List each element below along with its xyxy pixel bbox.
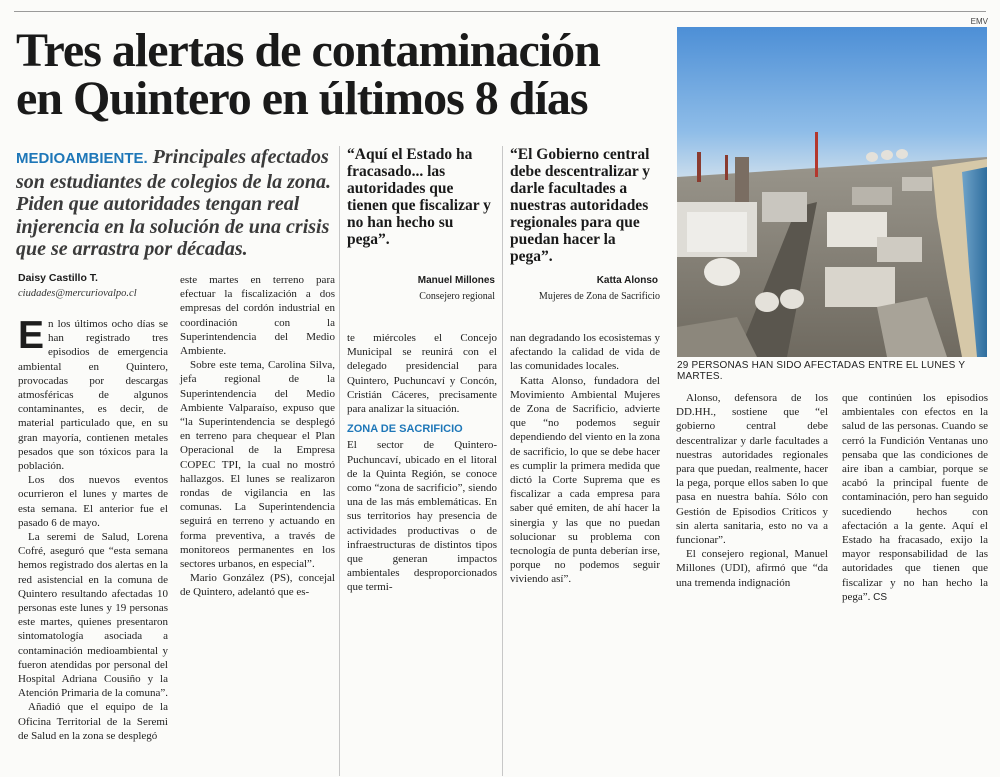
end-mark: CS	[873, 591, 888, 603]
body-paragraph: Mario González (PS), concejal de Quintero, adelantó que es-	[180, 572, 335, 599]
body-paragraph: El consejero regional, Manuel Millones (UDI), afirmó que “da una tremenda indignación	[676, 548, 828, 589]
pull-quote-2: “El Gobierno central debe descentralizar y darle facultades a nuestras autoridades regionales para que puedan hacer la pega”.	[510, 146, 651, 265]
byline	[18, 272, 168, 299]
body-column-3	[347, 331, 497, 595]
body-paragraph: Katta Alonso, fundadora del Movimiento Ambiental Mujeres de Zona de Sacrificio, advierte que “no podemos seguir dependiendo del viento en la zona de sacrificio, lo que se debe hacer es cumplir la primera medida que dictó la Corte Suprema que es fiscalizar a cada empresa para saber qué emiten, de ahí hacer la sinergia y las que no puedan solucionar su problema con tecnología de punta deberían irse, porque no podemos seguir viviendo así”.	[510, 374, 660, 586]
body-column-4	[510, 331, 660, 587]
body-column-5	[676, 391, 828, 590]
body-column-2	[180, 273, 335, 600]
body-paragraph: Los dos nuevos eventos ocurrieron el lunes y martes de esta semana. El anterior fue el pasado 6 de mayo.	[18, 474, 168, 529]
column-divider	[502, 146, 503, 776]
body-paragraph: Sobre este tema, Carolina Silva, jefa regional de la Superintendencia del Medio Ambiente Valparaíso, expuso que “la Superintendencia se desplegó en terreno para chequear el Plan Operacional de la Empresa COPEC TPI, la cual no mostró hallazgos. El lunes se realizaron rondas de vigilancia en las comunas. La Superintendencia seguirá en terreno y actuando en forma preventiva, a través de monitoreos permanentes en los sectores urbanos, en especial”.	[180, 359, 335, 571]
byline-email: ciudades@mercuriovalpo.cl	[18, 288, 137, 299]
body-paragraph: Añadió que el equipo de la Oficina Territorial de la Seremi de Salud en la zona se desplegó	[18, 701, 168, 742]
pull-quote-1: “Aquí el Estado ha fracasado... las autoridades que tienen que fiscalizar y no han hecho su pega”.	[347, 146, 491, 248]
headline-line-2: en Quintero en últimos 8 días	[16, 72, 588, 125]
photo-credit: EMV	[970, 17, 988, 26]
body-paragraph: te miércoles el Concejo Municipal se reunirá con el delegado presidencial para Quintero, Puchuncaví y Concón, Cristián Cáceres, precisamente para analizar la situación.	[347, 332, 497, 416]
pull-quote-1-name: Manuel Millones	[417, 275, 495, 286]
drop-cap: E	[18, 314, 45, 357]
body-column-1	[18, 314, 168, 743]
top-rule	[14, 11, 986, 12]
pull-quote-2-name: Katta Alonso	[596, 275, 658, 286]
body-paragraph: En los últimos ocho días se han registrado tres episodios de emergencia ambiental en Quintero, provocadas por descargas atmosféricas de algunos contaminantes, es decir, de material particulado que, en su gran mayoría, contienen metales pesados que son tóxicos para la población.	[18, 314, 168, 473]
headline	[16, 24, 666, 125]
body-paragraph: que continúen los episodios ambientales con efectos en la salud de las personas. Cuando se cerró la Fundición Ventanas uno pensaba que las condiciones de aire iban a cambiar, porque se acabó la principal fuente de contaminación, pero han seguido sucediendo hechos con afectación a la gente. Aquí el Estado ha fracasado, exijo la mayor responsabilidad de las autoridades que tienen que fiscalizar y no han hecho la pega”. CS	[842, 392, 988, 603]
deck	[16, 146, 334, 261]
deck-kicker: MEDIOAMBIENTE.	[16, 150, 148, 167]
pull-quote-2-role: Mujeres de Zona de Sacrificio	[538, 291, 660, 302]
body-paragraph: este martes en terreno para efectuar la fiscalización a dos empresas del cordón industrial en coordinación con la Superintendencia del Medio Ambiente.	[180, 274, 335, 358]
column-divider	[339, 146, 340, 776]
industrial-bay-photo	[677, 27, 987, 357]
section-subhead: ZONA DE SACRIFICIO	[347, 423, 463, 436]
body-paragraph: Alonso, defensora de los DD.HH., sostiene que “el gobierno central debe descentralizar y darle facultades a nuestras autoridades regionales para que puedan, realmente, hacer la pega, porque ellos saben lo que pasa en nuestra bahía. Sólo con Gestión de Episodios Críticos y sin alerta sanitaria, esto no va a funcionar”.	[676, 392, 828, 547]
body-paragraph: El sector de Quintero-Puchuncaví, ubicado en el litoral de la Quinta Región, se conoce como “zona de sacrificio”, siendo una de las más emblemáticas. En sus territorios hay presencia de actividades productivas o de infraestructuras de distintos tipos que generan impactos ambientales desproporcionados que termi-	[347, 439, 497, 594]
body-column-6	[842, 391, 988, 605]
photo-caption: 29 PERSONAS HAN SIDO AFECTADAS ENTRE EL LUNES Y MARTES.	[677, 360, 966, 382]
body-paragraph: nan degradando los ecosistemas y afectando la calidad de vida de las comunidades locales.	[510, 332, 660, 373]
byline-author: Daisy Castillo T.	[18, 272, 98, 284]
body-paragraph: La seremi de Salud, Lorena Cofré, aseguró que “esta semana hemos registrado dos alertas en la red asistencial en la comuna de Quintero resultando afectadas 10 personas este lunes y 19 personas este martes, quienes presentaron sintomatología asociada a contaminación medioambiental y fueron atendidas por personal del Hospital Adriana Cousiño y la Atención Primaria de la comuna”.	[18, 531, 168, 700]
deck-text: Principales afectados son estudiantes de colegios de la zona. Piden que autoridades tengan real injerencia en la solución de una crisis que se arrastra por décadas.	[16, 146, 332, 260]
headline-line-1: Tres alertas de contaminación	[16, 24, 600, 77]
pull-quote-1-role: Consejero regional	[419, 291, 495, 302]
